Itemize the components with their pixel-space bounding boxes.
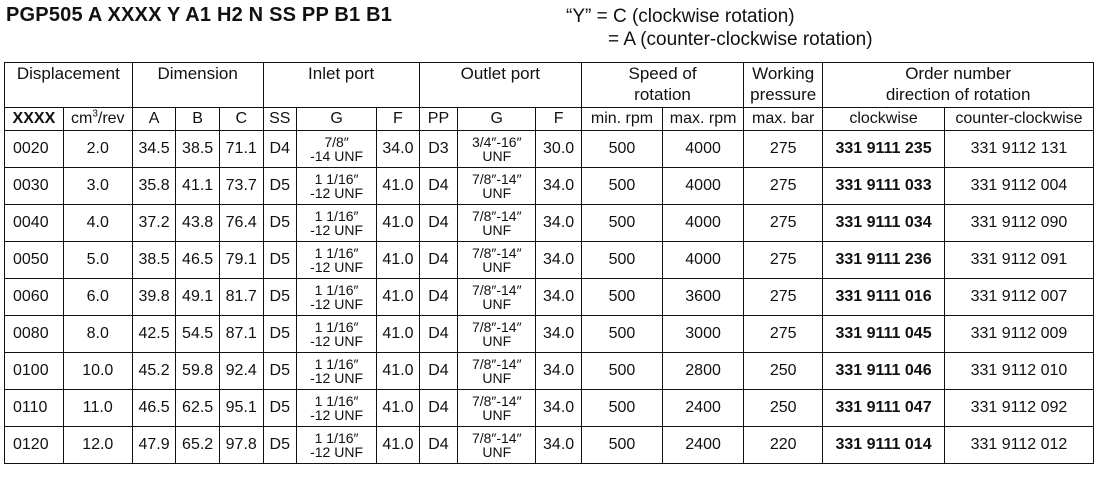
outlet-g-cell: 7/8″-14″ UNF: [458, 316, 536, 353]
dim-a-cell: 45.2: [132, 353, 176, 390]
outlet-f-cell: 34.0: [536, 316, 582, 353]
max-bar-cell: 275: [744, 279, 823, 316]
clockwise-order-cell: 331 9111 033: [823, 168, 945, 205]
inlet-g-cell: 1 1/16″ -12 UNF: [297, 427, 377, 464]
max-bar-cell: 275: [744, 242, 823, 279]
inlet-f-cell: 41.0: [377, 168, 420, 205]
dim-a-cell: 47.9: [132, 427, 176, 464]
rotation-code-note: [566, 5, 873, 51]
inlet-f-cell: 41.0: [377, 316, 420, 353]
clockwise-order-cell: 331 9111 014: [823, 427, 945, 464]
min-rpm-cell: 500: [581, 242, 662, 279]
xxxx-header: XXXX: [5, 108, 64, 131]
group-header-row: [5, 63, 1094, 108]
clockwise-order-cell: 331 9111 236: [823, 242, 945, 279]
max-rpm-cell: 2400: [663, 427, 744, 464]
cm3-header: $cm^3$/rev: [63, 108, 132, 131]
dim-b-cell: 65.2: [176, 427, 220, 464]
counter-clockwise-order-cell: 331 9112 131: [944, 131, 1093, 168]
table-row: [5, 279, 1094, 316]
max-bar-header: max. bar: [744, 108, 823, 131]
speed-header-line1: Speed of: [628, 64, 697, 83]
table-row: [5, 316, 1094, 353]
min-rpm-cell: 500: [581, 390, 662, 427]
counter-clockwise-order-cell: 331 9112 007: [944, 279, 1093, 316]
outlet-g-cell: 3/4″-16″ UNF: [458, 131, 536, 168]
dimension-header: Dimension: [132, 63, 263, 108]
xxxx-cell: 0040: [5, 205, 64, 242]
ss-cell: D5: [263, 205, 296, 242]
inlet-g-cell: 1 1/16″ -12 UNF: [297, 168, 377, 205]
ss-cell: D5: [263, 242, 296, 279]
counter-clockwise-order-cell: 331 9112 090: [944, 205, 1093, 242]
pp-cell: D4: [419, 316, 458, 353]
dim-a-cell: 34.5: [132, 131, 176, 168]
xxxx-cell: 0110: [5, 390, 64, 427]
clockwise-order-cell: 331 9111 034: [823, 205, 945, 242]
max-rpm-cell: 4000: [663, 242, 744, 279]
dim-a-cell: 37.2: [132, 205, 176, 242]
max-rpm-cell: 4000: [663, 205, 744, 242]
cm3-cell: 2.0: [63, 131, 132, 168]
dim-c-cell: 79.1: [219, 242, 263, 279]
sub-header-row: [5, 108, 1094, 131]
rotation-note-clockwise: “Y” = C (clockwise rotation): [566, 6, 795, 27]
max-bar-cell: 220: [744, 427, 823, 464]
ss-cell: D5: [263, 353, 296, 390]
clockwise-order-cell: 331 9111 235: [823, 131, 945, 168]
min-rpm-cell: 500: [581, 316, 662, 353]
dim-c-cell: 81.7: [219, 279, 263, 316]
dim-b-cell: 54.5: [176, 316, 220, 353]
inlet-f-cell: 41.0: [377, 427, 420, 464]
outlet-g-cell: 7/8″-14″ UNF: [458, 242, 536, 279]
dim-a-cell: 38.5: [132, 242, 176, 279]
order-header-line2: direction of rotation: [885, 85, 1031, 104]
cm3-cell: 10.0: [63, 353, 132, 390]
inlet-g-header: G: [297, 108, 377, 131]
max-rpm-cell: 2800: [663, 353, 744, 390]
dim-b-cell: 38.5: [176, 131, 220, 168]
min-rpm-cell: 500: [581, 168, 662, 205]
dim-a-header: A: [132, 108, 176, 131]
outlet-f-cell: 34.0: [536, 279, 582, 316]
outlet-f-cell: 34.0: [536, 168, 582, 205]
counter-clockwise-order-cell: 331 9112 010: [944, 353, 1093, 390]
dim-a-cell: 35.8: [132, 168, 176, 205]
rotation-note-counter-clockwise: = A (counter-clockwise rotation): [608, 29, 873, 50]
table-row: [5, 427, 1094, 464]
inlet-f-cell: 41.0: [377, 390, 420, 427]
max-rpm-cell: 2400: [663, 390, 744, 427]
table-row: [5, 168, 1094, 205]
dim-b-header: B: [176, 108, 220, 131]
xxxx-cell: 0100: [5, 353, 64, 390]
clockwise-order-cell: 331 9111 016: [823, 279, 945, 316]
max-bar-cell: 275: [744, 205, 823, 242]
counter-clockwise-order-cell: 331 9112 091: [944, 242, 1093, 279]
pp-cell: D4: [419, 353, 458, 390]
pp-cell: D4: [419, 279, 458, 316]
min-rpm-cell: 500: [581, 353, 662, 390]
pressure-header-line1: Working: [752, 64, 815, 83]
cm3-cell: 8.0: [63, 316, 132, 353]
inlet-f-cell: 41.0: [377, 205, 420, 242]
xxxx-cell: 0080: [5, 316, 64, 353]
min-rpm-cell: 500: [581, 427, 662, 464]
dim-c-header: C: [219, 108, 263, 131]
outlet-g-cell: 7/8″-14″ UNF: [458, 168, 536, 205]
dim-b-cell: 46.5: [176, 242, 220, 279]
outlet-f-cell: 34.0: [536, 205, 582, 242]
max-rpm-header: max. rpm: [663, 108, 744, 131]
dim-b-cell: 43.8: [176, 205, 220, 242]
xxxx-cell: 0020: [5, 131, 64, 168]
xxxx-cell: 0060: [5, 279, 64, 316]
table-row: [5, 390, 1094, 427]
order-header-line1: Order number: [905, 64, 1012, 83]
clockwise-header: clockwise: [823, 108, 945, 131]
max-bar-cell: 275: [744, 168, 823, 205]
pp-cell: D4: [419, 168, 458, 205]
outlet-g-cell: 7/8″-14″ UNF: [458, 353, 536, 390]
clockwise-order-cell: 331 9111 045: [823, 316, 945, 353]
min-rpm-header: min. rpm: [581, 108, 662, 131]
outlet-port-header: Outlet port: [419, 63, 581, 108]
pp-cell: D3: [419, 131, 458, 168]
cm3-cell: 12.0: [63, 427, 132, 464]
ss-cell: D5: [263, 390, 296, 427]
outlet-f-header: F: [536, 108, 582, 131]
dim-a-cell: 39.8: [132, 279, 176, 316]
outlet-g-cell: 7/8″-14″ UNF: [458, 390, 536, 427]
ss-cell: D5: [263, 168, 296, 205]
counter-clockwise-order-cell: 331 9112 004: [944, 168, 1093, 205]
counter-clockwise-header: counter-clockwise: [944, 108, 1093, 131]
max-bar-cell: 275: [744, 131, 823, 168]
table-row: [5, 205, 1094, 242]
xxxx-cell: 0030: [5, 168, 64, 205]
speed-header: [581, 63, 743, 108]
dim-a-cell: 42.5: [132, 316, 176, 353]
min-rpm-cell: 500: [581, 205, 662, 242]
outlet-f-cell: 34.0: [536, 390, 582, 427]
outlet-g-header: G: [458, 108, 536, 131]
pressure-header: [744, 63, 823, 108]
cm3-cell: 4.0: [63, 205, 132, 242]
cm3-cell: 3.0: [63, 168, 132, 205]
min-rpm-cell: 500: [581, 279, 662, 316]
pressure-header-line2: pressure: [750, 85, 817, 104]
dim-b-cell: 49.1: [176, 279, 220, 316]
order-number-header: [823, 63, 1094, 108]
dim-b-cell: 59.8: [176, 353, 220, 390]
model-code-title: PGP505 A XXXX Y A1 H2 N SS PP B1 B1: [6, 4, 393, 26]
cm3-cell: 11.0: [63, 390, 132, 427]
pp-cell: D4: [419, 390, 458, 427]
outlet-f-cell: 34.0: [536, 242, 582, 279]
table-row: [5, 131, 1094, 168]
dim-b-cell: 62.5: [176, 390, 220, 427]
inlet-g-cell: 1 1/16″ -12 UNF: [297, 205, 377, 242]
dim-c-cell: 71.1: [219, 131, 263, 168]
inlet-g-cell: 1 1/16″ -12 UNF: [297, 279, 377, 316]
speed-header-line2: rotation: [634, 85, 691, 104]
max-bar-cell: 250: [744, 353, 823, 390]
dim-c-cell: 76.4: [219, 205, 263, 242]
pp-cell: D4: [419, 242, 458, 279]
dim-a-cell: 46.5: [132, 390, 176, 427]
max-bar-cell: 275: [744, 316, 823, 353]
table-row: [5, 242, 1094, 279]
ss-header: SS: [263, 108, 296, 131]
inlet-f-cell: 41.0: [377, 353, 420, 390]
dim-c-cell: 95.1: [219, 390, 263, 427]
max-rpm-cell: 3600: [663, 279, 744, 316]
counter-clockwise-order-cell: 331 9112 012: [944, 427, 1093, 464]
inlet-g-cell: 1 1/16″ -12 UNF: [297, 242, 377, 279]
pp-header: PP: [419, 108, 458, 131]
clockwise-order-cell: 331 9111 047: [823, 390, 945, 427]
table-row: [5, 353, 1094, 390]
ss-cell: D5: [263, 427, 296, 464]
ss-cell: D5: [263, 279, 296, 316]
inlet-g-cell: 1 1/16″ -12 UNF: [297, 316, 377, 353]
xxxx-cell: 0050: [5, 242, 64, 279]
cm3-cell: 6.0: [63, 279, 132, 316]
counter-clockwise-order-cell: 331 9112 092: [944, 390, 1093, 427]
inlet-f-cell: 34.0: [377, 131, 420, 168]
outlet-g-cell: 7/8″-14″ UNF: [458, 205, 536, 242]
max-rpm-cell: 3000: [663, 316, 744, 353]
min-rpm-cell: 500: [581, 131, 662, 168]
outlet-f-cell: 30.0: [536, 131, 582, 168]
outlet-f-cell: 34.0: [536, 353, 582, 390]
ss-cell: D4: [263, 131, 296, 168]
max-rpm-cell: 4000: [663, 131, 744, 168]
dim-c-cell: 87.1: [219, 316, 263, 353]
pp-cell: D4: [419, 205, 458, 242]
counter-clockwise-order-cell: 331 9112 009: [944, 316, 1093, 353]
cm3-cell: 5.0: [63, 242, 132, 279]
ss-cell: D5: [263, 316, 296, 353]
max-rpm-cell: 4000: [663, 168, 744, 205]
dim-c-cell: 92.4: [219, 353, 263, 390]
displacement-header: Displacement: [5, 63, 133, 108]
inlet-g-cell: 7/8″ -14 UNF: [297, 131, 377, 168]
outlet-g-cell: 7/8″-14″ UNF: [458, 279, 536, 316]
pump-spec-table: [4, 62, 1094, 464]
clockwise-order-cell: 331 9111 046: [823, 353, 945, 390]
inlet-g-cell: 1 1/16″ -12 UNF: [297, 353, 377, 390]
dim-c-cell: 97.8: [219, 427, 263, 464]
dim-c-cell: 73.7: [219, 168, 263, 205]
pp-cell: D4: [419, 427, 458, 464]
inlet-f-cell: 41.0: [377, 242, 420, 279]
outlet-g-cell: 7/8″-14″ UNF: [458, 427, 536, 464]
dim-b-cell: 41.1: [176, 168, 220, 205]
inlet-port-header: Inlet port: [263, 63, 419, 108]
outlet-f-cell: 34.0: [536, 427, 582, 464]
inlet-g-cell: 1 1/16″ -12 UNF: [297, 390, 377, 427]
inlet-f-cell: 41.0: [377, 279, 420, 316]
inlet-f-header: F: [377, 108, 420, 131]
max-bar-cell: 250: [744, 390, 823, 427]
xxxx-cell: 0120: [5, 427, 64, 464]
